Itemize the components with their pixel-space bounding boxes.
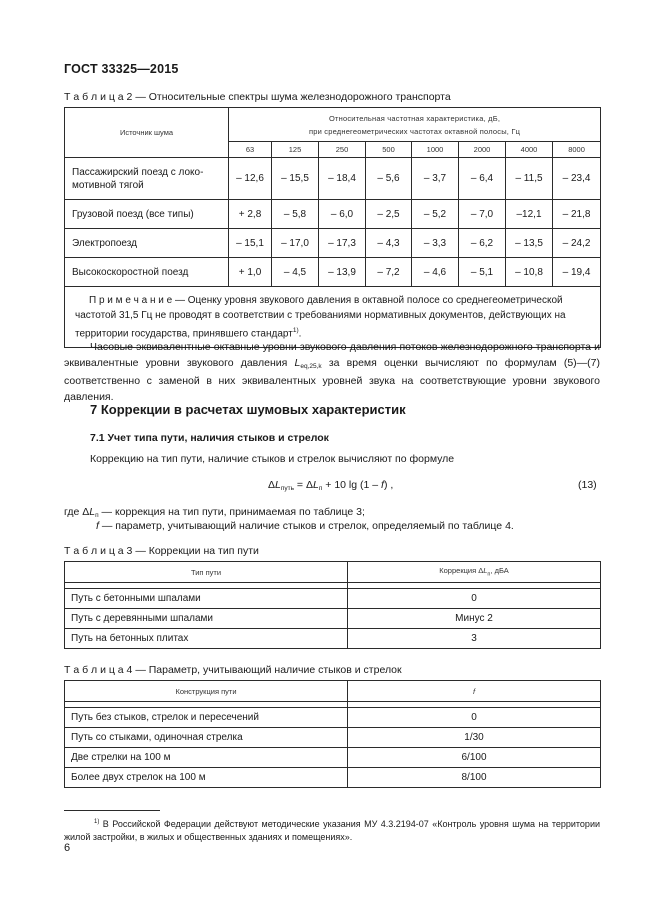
value-cell: – 7,0 <box>459 200 506 229</box>
table4-caption: Т а б л и ц а 4 — Параметр, учитывающий наличие стыков и стрелок <box>64 664 402 676</box>
value-cell: – 11,5 <box>506 158 553 200</box>
table-row <box>65 609 601 629</box>
value-cell: – 4,6 <box>412 258 459 287</box>
where-line-1: где $\Delta L_п$ — коррекция на тип пути, принимаемая по таблице 3; <box>64 506 365 519</box>
track-correction-table <box>64 561 601 649</box>
value-cell: – 4,5 <box>272 258 319 287</box>
value-cell: + 1,0 <box>229 258 272 287</box>
symbol-subscript: eq,25,k <box>300 362 322 370</box>
correction-cell: 0 <box>348 589 601 609</box>
formula-13: $\Delta L_{путь} = \Delta L_п + 10$ lg (1 – f) , <box>268 479 394 492</box>
page-number: 6 <box>64 842 71 854</box>
value-cell: – 10,8 <box>506 258 553 287</box>
f-value-cell: 8/100 <box>348 768 601 788</box>
f-value-cell: 1/30 <box>348 728 601 748</box>
footnote-text: В Российской Федерации действуют методические указания МУ 4.3.2194-07 «Контроль уровня шума на территории жилой застройки, в жилых и общественных зданиях и помещениях». <box>64 819 600 842</box>
value-cell: –12,1 <box>506 200 553 229</box>
value-cell: – 5,8 <box>272 200 319 229</box>
table2-header-group <box>229 108 601 142</box>
symbol-L: L <box>294 356 301 369</box>
table4-header-f: f <box>348 681 601 702</box>
value-cell: – 4,3 <box>366 229 412 258</box>
freq-header: 8000 <box>553 142 601 158</box>
table3-header-track-type: Тип пути <box>65 562 348 583</box>
value-cell: – 6,0 <box>319 200 366 229</box>
source-cell: Высокоскоростной поезд <box>65 258 229 287</box>
table3-caption: Т а б л и ц а 3 — Коррекции на тип пути <box>64 545 259 557</box>
f-value-cell: 0 <box>348 708 601 728</box>
formula-number: (13) <box>578 479 597 491</box>
where-line-2: f — параметр, учитывающий наличие стыков и стрелок, определяемый по таблице 4. <box>96 520 514 532</box>
table-row <box>65 589 601 609</box>
construction-cell: Более двух стрелок на 100 м <box>65 768 348 788</box>
table2-header-line1: Относительная частотная характеристика, дБ, <box>328 113 501 123</box>
track-type-cell: Путь на бетонных плитах <box>65 629 348 649</box>
table4-header-construction: Конструкция пути <box>65 681 348 702</box>
noise-spectra-table <box>64 107 601 348</box>
source-cell: Пассажирский поезд с локо- мотивной тягой <box>65 158 229 200</box>
freq-header: 125 <box>272 142 319 158</box>
value-cell: – 5,2 <box>412 200 459 229</box>
joints-switches-table <box>64 680 601 788</box>
section-7-1-title: 7.1 Учет типа пути, наличия стыков и стрелок <box>90 432 329 444</box>
value-cell: – 6,2 <box>459 229 506 258</box>
table2-header-line2: при среднегеометрических частотах октавной полосы, Гц <box>308 126 521 136</box>
correction-cell: 3 <box>348 629 601 649</box>
table-row <box>65 768 601 788</box>
table-row <box>65 229 601 258</box>
value-cell: – 18,4 <box>319 158 366 200</box>
track-type-cell: Путь с бетонными шпалами <box>65 589 348 609</box>
table2-caption <box>64 91 451 103</box>
value-cell: – 2,5 <box>366 200 412 229</box>
value-cell: + 2,8 <box>229 200 272 229</box>
table-row <box>65 200 601 229</box>
note-text: — Оценку уровня звукового давления в октавной полосе со среднегеометрической частотой 31,5 Гц не проводят в соответствии с требованиями нормативных документов, действующих на территории государства, принявшего стандарт <box>75 295 566 340</box>
freq-header: 1000 <box>412 142 459 158</box>
source-cell: Электропоезд <box>65 229 229 258</box>
table2-caption-number: 2 <box>126 91 133 103</box>
table2-caption-prefix: Т а б л и ц а <box>64 91 124 103</box>
value-cell: – 7,2 <box>366 258 412 287</box>
value-cell: – 13,5 <box>506 229 553 258</box>
paragraph-octave-levels: Часовые эквивалентные октавные уровни звукового давления потоков железнодорожного транспорта и эквивалентные уровни звукового давления $L_{eq,25,k}$ за время оценки вычисляют по формулам (5)—(7) соответственно с заменой в них эквивалентных уровней звука на соответствующие уровни звукового давления. <box>64 341 600 403</box>
value-cell: – 12,6 <box>229 158 272 200</box>
footnote <box>64 816 600 844</box>
f-value-cell: 6/100 <box>348 748 601 768</box>
construction-cell: Две стрелки на 100 м <box>65 748 348 768</box>
table-row <box>65 158 601 200</box>
table-row <box>65 629 601 649</box>
source-cell: Грузовой поезд (все типы) <box>65 200 229 229</box>
freq-header: 250 <box>319 142 366 158</box>
value-cell: – 19,4 <box>553 258 601 287</box>
track-type-cell: Путь с деревянными шпалами <box>65 609 348 629</box>
table2-note-row <box>65 287 601 348</box>
footnote-mark: 1) <box>94 819 100 825</box>
construction-cell: Путь со стыками, одиночная стрелка <box>65 728 348 748</box>
construction-cell: Путь без стыков, стрелок и пересечений <box>65 708 348 728</box>
table-row <box>65 258 601 287</box>
value-cell: – 6,4 <box>459 158 506 200</box>
value-cell: – 5,1 <box>459 258 506 287</box>
value-cell: – 3,7 <box>412 158 459 200</box>
note-footnote-ref: 1) <box>292 327 299 334</box>
table-row <box>65 708 601 728</box>
document-header: ГОСТ 33325—2015 <box>64 62 179 76</box>
freq-header: 500 <box>366 142 412 158</box>
table2-header-source: Источник шума <box>65 108 229 158</box>
section-7-1-intro: Коррекцию на тип пути, наличие стыков и стрелок вычисляют по формуле <box>90 453 455 465</box>
value-cell: – 3,3 <box>412 229 459 258</box>
value-cell: – 13,9 <box>319 258 366 287</box>
value-cell: – 15,1 <box>229 229 272 258</box>
freq-header: 2000 <box>459 142 506 158</box>
table-row <box>65 748 601 768</box>
table3-header-correction: Коррекция $\Delta L_п$, дБА <box>348 562 601 583</box>
value-cell: – 24,2 <box>553 229 601 258</box>
value-cell: – 15,5 <box>272 158 319 200</box>
freq-header: 63 <box>229 142 272 158</box>
value-cell: – 17,0 <box>272 229 319 258</box>
value-cell: – 5,6 <box>366 158 412 200</box>
value-cell: – 23,4 <box>553 158 601 200</box>
note-label: П р и м е ч а н и е <box>89 295 173 306</box>
table2-caption-text: — Относительные спектры шума железнодорожного транспорта <box>135 91 451 103</box>
value-cell: – 21,8 <box>553 200 601 229</box>
table-row <box>65 728 601 748</box>
correction-cell: Минус 2 <box>348 609 601 629</box>
table2-note: П р и м е ч а н и е — Оценку уровня звукового давления в октавной полосе со среднегеометрической частотой 31,5 Гц не проводят в соответствии с требованиями нормативных документов, действующих на территории государства, принявшего стандарт$^{1)}$. <box>65 287 601 348</box>
section-7-title: 7 Коррекции в расчетах шумовых характеристик <box>90 402 406 417</box>
freq-header: 4000 <box>506 142 553 158</box>
footnote-separator <box>64 810 160 811</box>
value-cell: – 17,3 <box>319 229 366 258</box>
